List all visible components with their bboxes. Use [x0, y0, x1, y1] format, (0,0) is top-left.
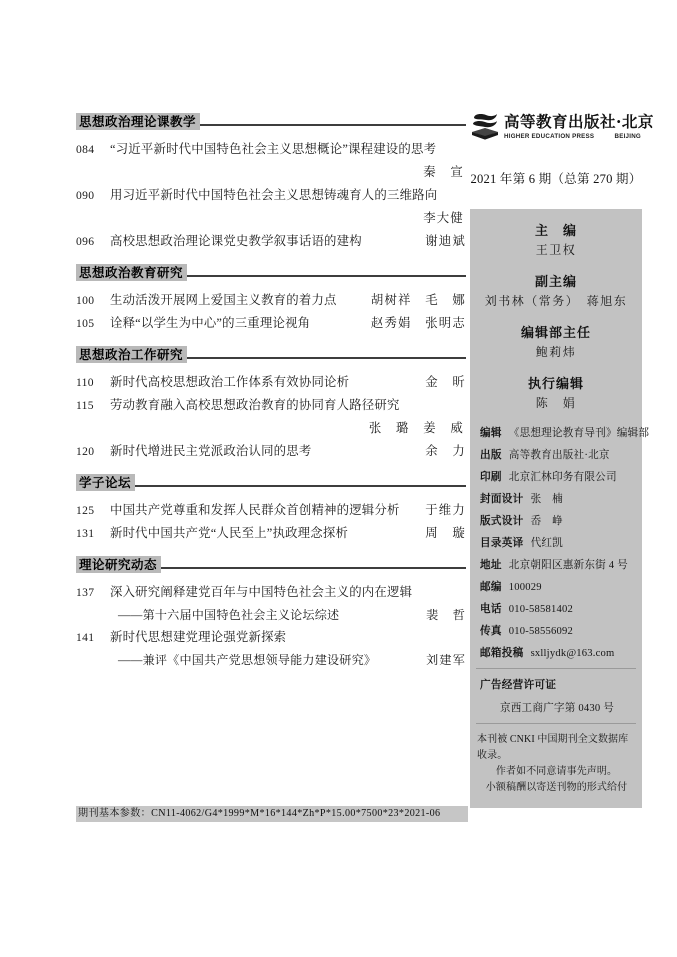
- publication-info-label: 地址: [480, 560, 502, 571]
- publication-info-value: 010-58556092: [508, 626, 573, 637]
- section-heading: [76, 555, 466, 573]
- toc-entry-page: 090: [76, 189, 95, 202]
- toc-entry-title: 新时代中国共产党“人民至上”执政理念探析: [110, 526, 349, 540]
- publication-info-value: 代红凯: [530, 538, 563, 549]
- toc-entry-page: 120: [76, 445, 95, 458]
- publication-info-row: [480, 426, 650, 442]
- publication-info-value: sxlljydk@163.com: [530, 648, 615, 659]
- toc-entry-author: 刘建军: [426, 653, 466, 667]
- higher-education-press-logo-icon: [470, 112, 500, 140]
- issue-line: 2021 年第 6 期（总第 270 期）: [470, 172, 642, 186]
- publication-info-label: 电话: [480, 604, 502, 615]
- toc-entry-author: 裴 哲: [426, 608, 466, 622]
- toc-entry-title: 新时代高校思想政治工作体系有效协同论析: [110, 375, 350, 389]
- toc-entry[interactable]: [76, 523, 466, 544]
- publication-info-label: 印刷: [480, 472, 502, 483]
- toc-entry-author-row: [76, 208, 466, 228]
- section-heading-label: 思想政治理论课教学: [76, 113, 200, 130]
- publication-info-row: [480, 580, 634, 596]
- toc-entry-author: 于维力: [425, 503, 466, 517]
- toc-entry-author: 赵秀娟 张明志: [370, 316, 466, 330]
- toc-entry-title: 诠释“以学生为中心”的三重理论视角: [110, 316, 311, 330]
- masthead-divider: [476, 668, 636, 669]
- editorial-role-name: 鲍莉炜: [535, 345, 577, 359]
- toc-entry-page: 100: [76, 294, 95, 307]
- toc-entry-page: 110: [76, 376, 94, 389]
- toc-entry[interactable]: [76, 185, 466, 206]
- toc-entry-subtitle-row[interactable]: [76, 605, 466, 625]
- toc-entry-page: 105: [76, 317, 95, 330]
- toc-entry-author-row: [76, 418, 466, 438]
- publication-info-row: [480, 536, 634, 552]
- toc-entry-author: 李大健: [423, 211, 464, 225]
- publication-info-label: 版式设计: [480, 516, 524, 527]
- toc-entry[interactable]: [76, 627, 466, 648]
- publication-info-label: 邮箱投稿: [480, 648, 524, 659]
- table-of-contents: [76, 112, 466, 681]
- toc-entry-title: 中国共产党尊重和发挥人民群众首创精神的逻辑分析: [110, 503, 400, 517]
- publication-info-value: 张 楠: [530, 494, 563, 505]
- editorial-role-title: 副主编: [534, 275, 577, 290]
- publication-info-value: 高等教育出版社·北京: [508, 450, 610, 461]
- toc-entry-subtitle: ——第十六届中国特色社会主义论坛综述: [118, 608, 340, 622]
- section-entries: [76, 367, 466, 462]
- section-heading-rule: [186, 275, 466, 277]
- section-heading: [76, 473, 466, 491]
- masthead-divider-2: [476, 723, 636, 724]
- section-heading-label: 学子论坛: [76, 474, 135, 491]
- toc-entry-title: “习近平新时代中国特色社会主义思想概论”课程建设的思考: [110, 142, 437, 156]
- section-heading: [76, 263, 466, 281]
- copyright-notes: [470, 732, 642, 796]
- publication-info-value: 岙 峥: [530, 516, 563, 527]
- publication-info-label: 传真: [480, 626, 502, 637]
- toc-entry[interactable]: [76, 582, 466, 603]
- section-heading-label: 思想政治教育研究: [76, 264, 187, 281]
- toc-entry-subtitle: ——兼评《中国共产党思想领导能力建设研究》: [118, 653, 377, 667]
- publisher-name-en: [504, 133, 641, 140]
- publication-info-row: [480, 602, 634, 618]
- section-entries: [76, 134, 466, 252]
- publisher-name-en-city: BEIJING: [614, 133, 641, 140]
- section-heading-label: 理论研究动态: [76, 556, 161, 573]
- publication-info-label: 出版: [480, 450, 502, 461]
- editorial-role-title: 执行编辑: [527, 377, 584, 392]
- toc-entry[interactable]: [76, 372, 466, 393]
- journal-parameters-line: 期刊基本参数：CN11-4062/G4*1999*M*16*144*Zh*P*15.00*7500*23*2021-06: [76, 806, 468, 822]
- editorial-role-name: 刘书林（常务） 蒋旭东: [484, 294, 628, 308]
- advertising-license-number: 京西工商广字第 0430 号: [499, 703, 615, 714]
- publication-info-row: [480, 624, 634, 640]
- advertising-license-title: 广告经营许可证: [480, 680, 557, 691]
- toc-entry-page: 096: [76, 235, 95, 248]
- section-heading-label: 思想政治工作研究: [76, 346, 187, 363]
- toc-entry-author: 张 璐 姜 威: [368, 421, 464, 435]
- publisher-name-en-main: HIGHER EDUCATION PRESS: [504, 133, 595, 140]
- publication-info-row: [480, 558, 634, 574]
- publisher-logo-wordmark: [504, 112, 654, 140]
- publication-info-value: 北京汇林印务有限公司: [508, 472, 617, 483]
- publication-info-row: [480, 514, 634, 530]
- editorial-role-title: 编辑部主任: [520, 326, 591, 341]
- toc-entry-title: 新时代增进民主党派政治认同的思考: [110, 444, 312, 458]
- toc-entry[interactable]: [76, 500, 466, 521]
- toc-entry-title: 用习近平新时代中国特色社会主义思想铸魂育人的三维路向: [110, 188, 438, 202]
- toc-entry-author: 秦 宣: [423, 165, 464, 179]
- editorial-role-name: 陈 娟: [535, 396, 577, 410]
- toc-entry[interactable]: [76, 395, 466, 416]
- toc-entry-title: 高校思想政治理论课党史教学叙事话语的建构: [110, 234, 362, 248]
- publication-info-value: 北京朝阳区惠新东街 4 号: [508, 560, 628, 571]
- toc-entry[interactable]: [76, 139, 466, 160]
- publication-info-label: 邮编: [480, 582, 502, 593]
- cnki-note: 本刊被 CNKI 中国期刊全文数据库收录。: [477, 734, 629, 761]
- section-entries: [76, 285, 466, 334]
- publication-info-row: [480, 646, 634, 662]
- publication-info-value: 010-58581402: [508, 604, 573, 615]
- publication-info-list: [470, 426, 650, 662]
- toc-entry-title: 劳动教育融入高校思想政治教育的协同育人路径研究: [110, 398, 400, 412]
- publication-info-row: [480, 492, 634, 508]
- toc-entry[interactable]: [76, 290, 466, 311]
- author-consent-note: 作者如不同意请事先声明。: [495, 766, 618, 777]
- publication-info-row: [480, 448, 634, 464]
- section-heading: [76, 345, 466, 363]
- publication-info-label: 封面设计: [480, 494, 524, 505]
- publication-info-value: 《思想理论教育导刊》编辑部: [508, 428, 650, 439]
- toc-entry-page: 115: [76, 399, 94, 412]
- section-heading-rule: [199, 124, 466, 126]
- masthead-box: [470, 209, 650, 808]
- section-entries: [76, 577, 466, 670]
- toc-entry-page: 137: [76, 586, 95, 599]
- toc-entry-subtitle-row[interactable]: [76, 650, 466, 670]
- section-heading-rule: [134, 485, 466, 487]
- toc-entry-author: 周 璇: [425, 526, 466, 540]
- toc-entry[interactable]: [76, 441, 466, 462]
- toc-entry-title: 深入研究阐释建党百年与中国特色社会主义的内在逻辑: [110, 585, 413, 599]
- toc-entry-author: 余 力: [425, 444, 466, 458]
- toc-entry-page: 084: [76, 143, 95, 156]
- toc-entry-page: 125: [76, 504, 95, 517]
- toc-entry-author-row: [76, 162, 466, 182]
- editorial-roles: [470, 222, 642, 413]
- editorial-role-title: 主 编: [534, 224, 577, 239]
- publication-info-label: 编辑: [480, 428, 502, 439]
- toc-entry-page: 131: [76, 527, 95, 540]
- masthead-column: [470, 112, 654, 808]
- section-heading-rule: [186, 357, 466, 359]
- publication-info-label: 目录英译: [480, 538, 524, 549]
- section-heading-rule: [160, 567, 466, 569]
- royalty-note: 小额稿酬以寄送刊物的形式给付: [485, 782, 628, 793]
- toc-entry-title: 生动活泼开展网上爱国主义教育的着力点: [110, 293, 337, 307]
- toc-entry-page: 141: [76, 631, 95, 644]
- toc-entry[interactable]: [76, 231, 466, 252]
- toc-entry[interactable]: [76, 313, 466, 334]
- editorial-role-name: 王卫权: [535, 243, 577, 257]
- advertising-license: [470, 677, 642, 717]
- toc-entry-author: 胡树祥 毛 娜: [370, 293, 466, 307]
- publication-info-row: [480, 470, 634, 486]
- section-heading: [76, 112, 466, 130]
- publication-info-value: 100029: [508, 582, 542, 593]
- publisher-logo: [470, 112, 654, 146]
- toc-entry-author: 谢迪斌: [425, 234, 466, 248]
- section-entries: [76, 495, 466, 544]
- publisher-name-cn: 高等教育出版社·北京: [504, 112, 654, 131]
- toc-entry-title: 新时代思想建党理论强党新探索: [110, 630, 287, 644]
- toc-entry-author: 金 昕: [425, 375, 466, 389]
